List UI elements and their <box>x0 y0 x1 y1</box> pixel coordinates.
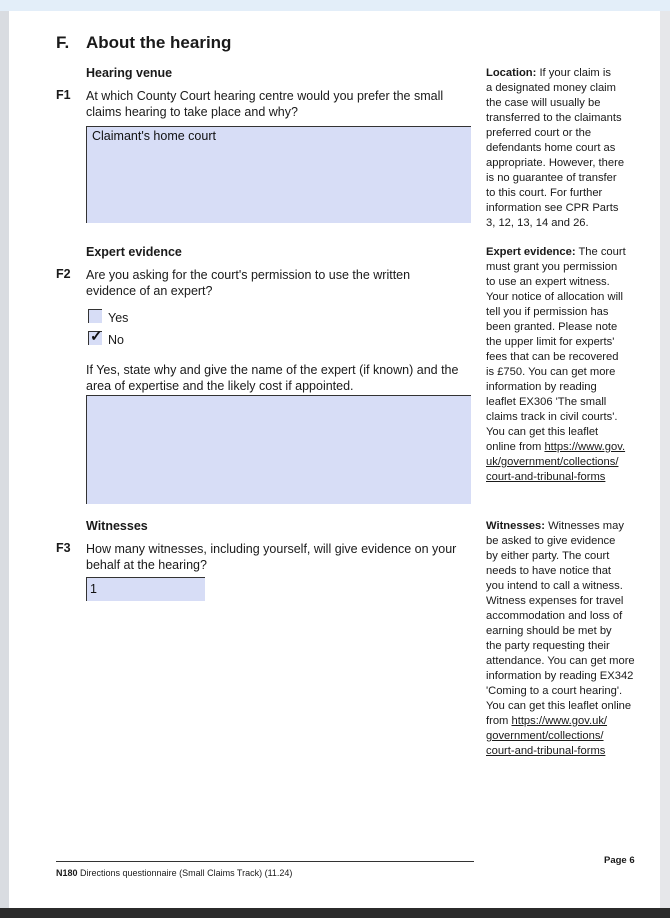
guidance-line: preferred court or the <box>486 127 592 139</box>
question-number-f2: F2 <box>56 267 71 281</box>
guidance-line: earning should be met by <box>486 625 612 637</box>
guidance-line: the party requesting their <box>486 640 610 652</box>
witnesses-question-line: How many witnesses, including yourself, will give evidence on your <box>86 542 457 556</box>
guidance-line: by either party. The court <box>486 550 610 562</box>
viewer-bottom-bar <box>0 908 670 918</box>
guidance-line: be asked to give evidence <box>486 535 616 547</box>
location-guidance-label: Location: <box>486 67 537 79</box>
page-number: Page 6 <box>604 855 635 866</box>
expert-guidance <box>486 245 641 485</box>
footer-rule <box>56 861 474 862</box>
guidance-line: been granted. Please note <box>486 321 618 333</box>
expert-followup-line: If Yes, state why and give the name of the expert (if known) and the <box>86 363 459 377</box>
guidance-line: fees that can be recovered <box>486 351 619 363</box>
venue-question-line: At which County Court hearing centre would you prefer the small <box>86 89 444 103</box>
guidance-link[interactable]: uk/government/collections/ <box>486 456 619 468</box>
guidance-line: claims track in civil courts'. <box>486 411 618 423</box>
guidance-line: from <box>486 715 512 727</box>
guidance-line: appropriate. However, there <box>486 157 625 169</box>
witnesses-question <box>86 541 456 573</box>
form-code: N180 <box>56 868 78 878</box>
guidance-line: Your notice of allocation will <box>486 291 624 303</box>
guidance-line: defendants home court as <box>486 142 616 154</box>
guidance-line: information by reading EX342 <box>486 670 634 682</box>
witnesses-guidance <box>486 519 641 759</box>
expert-question-line: Are you asking for the court's permission to use the written <box>86 268 411 282</box>
guidance-link[interactable]: court-and-tribunal-forms <box>486 471 606 483</box>
expert-yes-checkbox[interactable] <box>88 309 102 323</box>
guidance-line: You can get this leaflet <box>486 426 599 438</box>
expert-followup-question <box>86 362 458 394</box>
guidance-line: to this court. For further <box>486 187 603 199</box>
guidance-line: online from <box>486 441 545 453</box>
venue-answer-value: Claimant's home court <box>92 129 216 143</box>
venue-answer-field[interactable] <box>86 126 471 223</box>
guidance-line: attendance. You can get more <box>486 655 635 667</box>
expert-question-line: evidence of an expert? <box>86 284 213 298</box>
checkmark-icon: ✓ <box>90 328 103 345</box>
section-letter: F. <box>56 33 70 52</box>
venue-subheading: Hearing venue <box>86 66 173 80</box>
guidance-line: The court <box>575 246 626 258</box>
guidance-line: Witness expenses for travel <box>486 595 624 607</box>
guidance-link[interactable]: court-and-tribunal-forms <box>486 745 606 757</box>
venue-question-line: claims hearing to take place and why? <box>86 105 298 119</box>
expert-no-checkbox[interactable] <box>88 328 103 345</box>
guidance-line: the case will usually be <box>486 97 601 109</box>
witnesses-question-line: behalf at the hearing? <box>86 558 207 572</box>
witness-count-value: 1 <box>90 582 97 596</box>
guidance-line: needs to have notice that <box>486 565 612 577</box>
witness-count-field[interactable] <box>86 577 205 601</box>
guidance-link[interactable]: https://www.gov.uk/ <box>511 715 608 727</box>
expert-subheading: Expert evidence <box>86 245 182 259</box>
location-guidance <box>486 66 641 231</box>
guidance-line: information see CPR Parts <box>486 202 619 214</box>
guidance-line: information by reading <box>486 381 597 393</box>
expert-details-field[interactable] <box>86 395 471 504</box>
guidance-line: You can get this leaflet online <box>486 700 632 712</box>
guidance-line: leaflet EX306 'The small <box>486 396 607 408</box>
guidance-line: tell you if permission has <box>486 306 609 318</box>
venue-question <box>86 88 443 120</box>
guidance-line: 'Coming to a court hearing'. <box>486 685 623 697</box>
viewer-margin <box>660 11 670 908</box>
guidance-line: 3, 12, 13, 14 and 26. <box>486 217 589 229</box>
witnesses-guidance-label: Witnesses: <box>486 520 545 532</box>
expert-no-label: No <box>108 333 124 347</box>
expert-followup-line: area of expertise and the likely cost if appointed. <box>86 379 354 393</box>
guidance-line: accommodation and loss of <box>486 610 623 622</box>
guidance-line: is £750. You can get more <box>486 366 616 378</box>
question-number-f3: F3 <box>56 541 71 555</box>
expert-guidance-label: Expert evidence: <box>486 246 576 258</box>
viewer-top-bar <box>0 0 670 11</box>
guidance-line: transferred to the claimants <box>486 112 622 124</box>
guidance-line: Witnesses may <box>544 520 624 532</box>
section-title: About the hearing <box>86 33 232 52</box>
form-reference <box>56 868 292 878</box>
guidance-line: must grant you permission <box>486 261 618 273</box>
guidance-line: If your claim is <box>536 67 611 79</box>
guidance-line: is no guarantee of transfer <box>486 172 617 184</box>
question-number-f1: F1 <box>56 88 71 102</box>
expert-yes-label: Yes <box>108 311 129 325</box>
expert-question <box>86 267 410 299</box>
guidance-link[interactable]: government/collections/ <box>486 730 604 742</box>
witnesses-subheading: Witnesses <box>86 519 148 533</box>
guidance-line: the upper limit for experts' <box>486 336 615 348</box>
form-name: Directions questionnaire (Small Claims Track) (11.24) <box>77 868 293 878</box>
guidance-line: you intend to call a witness. <box>486 580 623 592</box>
guidance-link[interactable]: https://www.gov. <box>544 441 626 453</box>
guidance-line: a designated money claim <box>486 82 616 94</box>
guidance-line: to use an expert witness. <box>486 276 610 288</box>
